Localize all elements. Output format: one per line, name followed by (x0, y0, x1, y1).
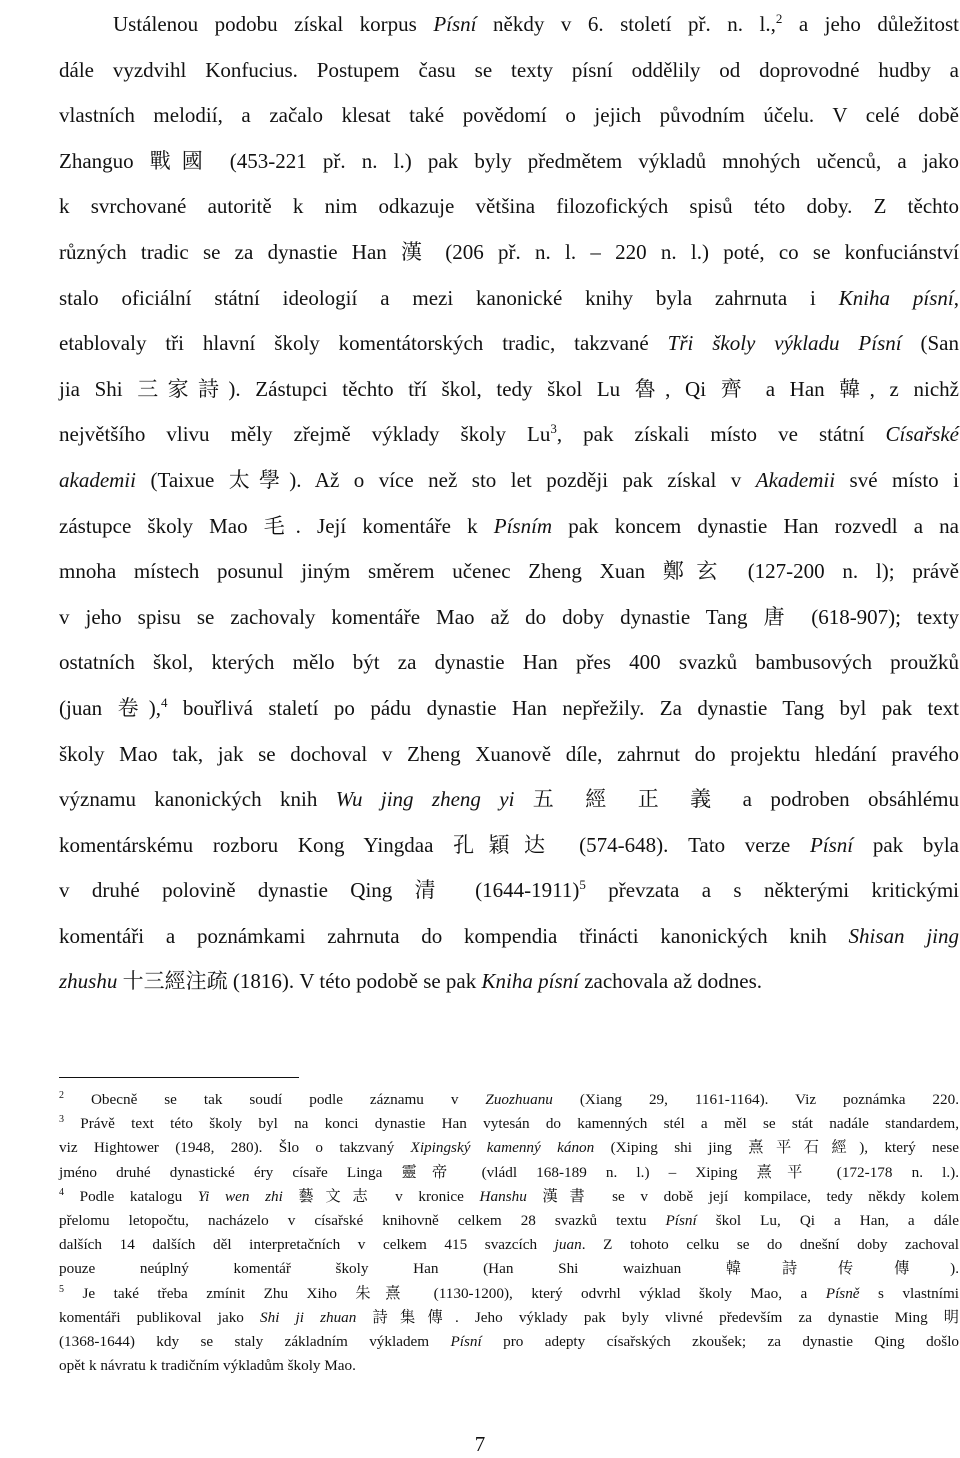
main-line (59, 732, 959, 778)
text-run: ostatních škol, kterých mělo být za dynastie Han přes 400 svazků bambusových proužků (59, 650, 959, 675)
text-run: Obecně se tak soudí podle záznamu v (64, 1091, 486, 1108)
main-line (59, 48, 959, 94)
text-run: (Xiping shi jing 熹平石經), který nese (594, 1139, 960, 1157)
main-line (59, 184, 959, 230)
text-run: s vlastními (859, 1284, 959, 1302)
italic-text: Shisan jing (848, 923, 959, 948)
text-run: , (953, 285, 959, 310)
text-run: jméno druhé dynastické éry císaře Linga 靈帝 (vládl 168-189 n. l.) – Xiping 熹平 (172-178 n. l.). (59, 1163, 959, 1181)
italic-text: Kniha písní (838, 285, 954, 310)
italic-text: Písní (450, 1333, 482, 1351)
text-run: (Taixue 太學). Až o více než sto let později pak získal v (135, 467, 756, 492)
text-run: (1368-1644) kdy se staly základním výkladem (59, 1333, 451, 1351)
italic-text: juan (554, 1236, 582, 1254)
main-line (59, 640, 959, 686)
italic-text: Písní (809, 832, 854, 857)
main-line (59, 549, 959, 595)
main-line (59, 868, 959, 914)
text-run: (juan 卷), (59, 695, 161, 720)
main-text (59, 2, 959, 1005)
footnote-separator (59, 1077, 299, 1078)
footnote-marker: 5 (579, 877, 586, 893)
footnote-marker: 4 (59, 1186, 64, 1198)
italic-text: Písně (825, 1284, 860, 1302)
italic-text: Yi wen zhi (197, 1187, 283, 1205)
footnotes (59, 1088, 959, 1378)
text-run: dále vyzdvihl Konfucius. Postupem času se texty písní oddělily od doprovodné hudby a (59, 57, 959, 82)
italic-text: Písní (665, 1212, 697, 1230)
italic-text: akademii (59, 467, 136, 492)
text-run: (Xiang 29, 1161-1164). Viz poznámka 220. (552, 1091, 959, 1108)
italic-text: Tři školy výkladu Písní (667, 331, 902, 356)
main-line (59, 914, 959, 960)
text-run: své místo i (835, 467, 959, 492)
text-run: Je také třeba zmínit Zhu Xiho 朱熹 (1130-1200), který odvrhl výklad školy Mao, a (64, 1284, 826, 1302)
page-number: 7 (474, 1432, 486, 1456)
text-run: dalších 14 dalších děl interpretačních v celkem 415 svazcích (59, 1236, 555, 1254)
footnote-line (59, 1306, 959, 1330)
italic-text: Akademii (755, 467, 836, 492)
italic-text: Wu jing zheng yi (335, 787, 515, 812)
text-run: stalo oficiální státní ideologií a mezi kanonické knihy byla zahrnuta i (59, 285, 839, 310)
text-run: zachovala až dodnes. (578, 969, 763, 994)
footnote-line (59, 1330, 959, 1354)
footnote-line (59, 1257, 959, 1281)
text-run: školy Mao tak, jak se dochoval v Zheng Xuanově díle, zahrnut do projektu hledání pravého (59, 741, 959, 766)
text-run: zástupce školy Mao 毛. Její komentáře k (59, 513, 494, 538)
footnote-marker: 3 (550, 421, 557, 437)
italic-text: Zuozhuanu (485, 1091, 553, 1108)
footnote-line (59, 1233, 959, 1257)
text-run: viz Hightower (1948, 280). Šlo o takzvaný (59, 1139, 411, 1157)
footnote-line (59, 1185, 959, 1209)
text-run: bouřlivá staletí po pádu dynastie Han nepřežily. Za dynastie Tang byl pak text (167, 695, 959, 720)
main-line (59, 777, 959, 823)
main-line (59, 504, 959, 550)
text-run: pak byla (853, 832, 959, 857)
italic-text: Písní (433, 12, 477, 36)
text-run: jia Shi 三家詩). Zástupci těchto tří škol, tedy škol Lu 魯, Qi 齊 a Han 韓, z nichž (59, 376, 959, 401)
main-line (59, 93, 959, 139)
main-line (59, 230, 959, 276)
text-run: škol Lu, Qi a Han, a dále (696, 1212, 959, 1230)
text-run: pro adepty císařských zkoušek; za dynastie Qing došlo (481, 1333, 960, 1351)
footnote-line (59, 1088, 959, 1112)
text-run: komentáři a poznámkami zahrnuta do kompendia třinácti kanonických knih (59, 923, 849, 948)
text-run: , pak získali místo ve státní (556, 422, 886, 447)
main-line (59, 595, 959, 641)
text-run: pouze neúplný komentář školy Han (Han Shi waizhuan 韓詩传傳). (59, 1260, 959, 1278)
footnote-line (59, 1354, 959, 1378)
text-run: 十三經注疏 (1816). V této podobě se pak (117, 969, 482, 994)
text-run: mnoha místech posunul jiným směrem učenec Zheng Xuan 鄭玄 (127-200 n. l); právě (59, 559, 959, 584)
footnote-line (59, 1209, 959, 1233)
text-run: v druhé polovině dynastie Qing 清 (1644-1911) (59, 878, 580, 903)
text-run: 五 經 正 義 a podroben obsáhlému (514, 787, 959, 812)
main-line (59, 321, 959, 367)
text-run: přelomu letopočtu, nacházelo v císařské knihovně celkem 28 svazků textu (59, 1212, 666, 1230)
footnote-marker: 3 (59, 1114, 64, 1126)
text-run: . Z tohoto celku se do dnešní doby zachoval (581, 1236, 960, 1254)
italic-text: Hanshu (479, 1187, 527, 1205)
main-line (59, 276, 959, 322)
text-run: někdy v 6. století př. n. l., (476, 12, 776, 36)
text-run: komentárskému rozboru Kong Yingdaa 孔穎达 (574-648). Tato verze (59, 832, 810, 857)
text-run: k svrchované autoritě k nim odkazuje většina filozofických spisů této doby. Z těchto (59, 194, 959, 219)
text-run: pak koncem dynastie Han rozvedl a na (552, 513, 959, 538)
text-run: a jeho důležitost (782, 12, 959, 36)
main-line (59, 412, 959, 458)
main-line (59, 823, 959, 869)
italic-text: Císařské (885, 422, 959, 447)
italic-text: Kniha písní (481, 969, 579, 994)
text-run: v jeho spisu se zachovaly komentáře Mao až do doby dynastie Tang 唐 (618-907); texty (59, 604, 959, 629)
text-run: největšího vlivu měly zřejmě výklady školy Lu (59, 422, 551, 447)
text-run: významu kanonických knih (59, 787, 336, 812)
text-run: Ustálenou podobu získal korpus (113, 12, 434, 36)
main-line (59, 959, 959, 1005)
text-run: 詩集傳. Jeho výklady pak byly vlivné především za dynastie Ming 明 (356, 1308, 959, 1326)
text-run: (San (901, 331, 959, 356)
text-run: Zhanguo 戰國 (453-221 př. n. l.) pak byly předmětem výkladů mnohých učenců, a jako (59, 148, 959, 173)
main-line (59, 2, 959, 48)
text-run: převzata a s některými kritickými (585, 878, 959, 903)
text-run: různých tradic se za dynastie Han 漢 (206 př. n. l. – 220 n. l.) poté, co se konfuciánství (59, 239, 959, 264)
main-line (59, 458, 959, 504)
text-run: etablovaly tři hlavní školy komentátorských tradic, takzvané (59, 331, 668, 356)
text-run: 藝文志 v kronice (282, 1187, 480, 1205)
italic-text: Shi ji zhuan (260, 1308, 357, 1326)
text-run: Právě text této školy byl na konci dynastie Han vytesán do kamenných stél a měl se stát nadále standardem, (64, 1115, 959, 1133)
main-line (59, 367, 959, 413)
italic-text: Xipingský kamenný kánon (410, 1139, 595, 1157)
main-line (59, 139, 959, 185)
italic-text: zhushu (59, 969, 118, 994)
footnote-marker: 5 (59, 1283, 64, 1295)
footnote-marker: 4 (161, 694, 168, 710)
text-run: opět k návratu k tradičním výkladům školy Mao. (59, 1357, 356, 1375)
text-run: Podle katalogu (64, 1187, 198, 1205)
footnote-line (59, 1282, 959, 1306)
italic-text: Písním (493, 513, 553, 538)
text-run: 漢書 se v době její kompilace, tedy někdy kolem (526, 1187, 960, 1205)
text-run: komentáři publikoval jako (59, 1308, 261, 1326)
footnote-line (59, 1136, 959, 1160)
footnote-line (59, 1112, 959, 1136)
footnote-marker: 2 (775, 11, 783, 26)
footnote-marker: 2 (59, 1089, 64, 1101)
main-line (59, 686, 959, 732)
footnote-line (59, 1161, 959, 1185)
text-run: vlastních melodií, a začalo klesat také povědomí o jejich původním účelu. V celé době (59, 103, 959, 128)
